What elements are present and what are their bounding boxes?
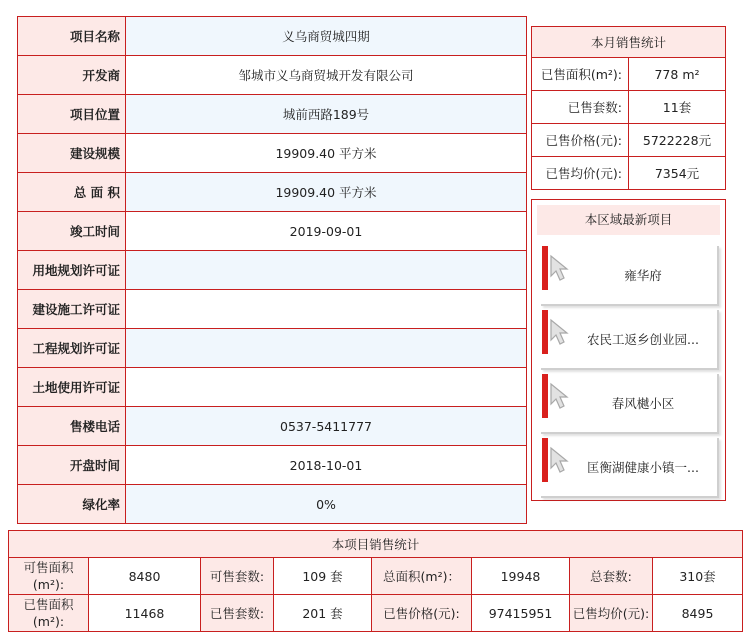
- sold-units-value: 201 套: [274, 595, 372, 632]
- total-units-label: 总套数:: [570, 558, 653, 595]
- info-label: 售楼电话: [18, 407, 126, 446]
- info-row: [18, 446, 527, 485]
- info-label: 用地规划许可证: [18, 251, 126, 290]
- card-marker-icon: [542, 246, 548, 290]
- info-value: 19909.40 平方米: [126, 173, 527, 212]
- info-label: 建设施工许可证: [18, 290, 126, 329]
- available-area-value: 8480: [89, 558, 201, 595]
- total-units-value: 310套: [653, 558, 743, 595]
- new-project-name[interactable]: 雍华府: [624, 268, 662, 283]
- info-label: 建设规模: [18, 134, 126, 173]
- new-project-card[interactable]: [541, 438, 719, 498]
- info-value: [126, 368, 527, 407]
- monthly-sales-table: [531, 26, 726, 190]
- info-row: [18, 407, 527, 446]
- info-label: 项目位置: [18, 95, 126, 134]
- new-project-name[interactable]: 匡衡湖健康小镇一...: [587, 460, 699, 475]
- new-projects-panel: [531, 199, 726, 501]
- sold-avg-price-label: 已售均价(元):: [570, 595, 653, 632]
- info-value: 义乌商贸城四期: [126, 17, 527, 56]
- available-units-label: 可售套数:: [201, 558, 274, 595]
- card-marker-icon: [542, 310, 548, 354]
- new-project-card[interactable]: [541, 310, 719, 370]
- info-value: [126, 251, 527, 290]
- info-row: [18, 329, 527, 368]
- sold-units-label: 已售套数:: [201, 595, 274, 632]
- info-row: [18, 290, 527, 329]
- card-marker-icon: [542, 438, 548, 482]
- info-value: 19909.40 平方米: [126, 134, 527, 173]
- monthly-sold-area-value: 778 m²: [629, 58, 726, 91]
- sold-price-value: 97415951: [472, 595, 570, 632]
- new-project-card[interactable]: [541, 374, 719, 434]
- available-area-label: 可售面积(m²):: [9, 558, 89, 595]
- info-label: 竣工时间: [18, 212, 126, 251]
- card-marker-icon: [542, 374, 548, 418]
- sold-price-label: 已售价格(元):: [372, 595, 472, 632]
- info-row: [18, 95, 527, 134]
- new-project-card[interactable]: [541, 246, 719, 306]
- info-value: 0%: [126, 485, 527, 524]
- info-label: 土地使用许可证: [18, 368, 126, 407]
- info-row: [18, 212, 527, 251]
- new-project-name[interactable]: 春风樾小区: [611, 396, 675, 411]
- info-row: [18, 173, 527, 212]
- info-label: 总 面 积: [18, 173, 126, 212]
- new-projects-title: 本区域最新项目: [537, 205, 720, 235]
- info-row: [18, 56, 527, 95]
- monthly-sold-price-value: 5722228元: [629, 124, 726, 157]
- info-label: 工程规划许可证: [18, 329, 126, 368]
- info-value: 2018-10-01: [126, 446, 527, 485]
- info-value: 2019-09-01: [126, 212, 527, 251]
- info-row: [18, 17, 527, 56]
- info-value: 0537-5411777: [126, 407, 527, 446]
- monthly-sold-price-label: 已售价格(元):: [532, 124, 629, 157]
- info-value: [126, 290, 527, 329]
- info-row: [18, 485, 527, 524]
- monthly-avg-price-label: 已售均价(元):: [532, 157, 629, 190]
- total-area-value: 19948: [472, 558, 570, 595]
- info-value: 邹城市义乌商贸城开发有限公司: [126, 56, 527, 95]
- info-label: 开盘时间: [18, 446, 126, 485]
- info-value: 城前西路189号: [126, 95, 527, 134]
- total-area-label: 总面积(m²)：: [372, 558, 472, 595]
- info-row: [18, 368, 527, 407]
- monthly-sold-units-label: 已售套数:: [532, 91, 629, 124]
- info-row: [18, 251, 527, 290]
- info-value: [126, 329, 527, 368]
- monthly-avg-price-value: 7354元: [629, 157, 726, 190]
- sold-area-label: 已售面积(m²):: [9, 595, 89, 632]
- info-label: 开发商: [18, 56, 126, 95]
- info-label: 项目名称: [18, 17, 126, 56]
- project-info-table: [17, 16, 527, 524]
- new-project-name[interactable]: 农民工返乡创业园...: [587, 332, 699, 347]
- monthly-sold-units-value: 11套: [629, 91, 726, 124]
- available-units-value: 109 套: [274, 558, 372, 595]
- project-sales-title: 本项目销售统计: [9, 531, 743, 558]
- monthly-sales-title: 本月销售统计: [532, 27, 726, 58]
- sold-avg-price-value: 8495: [653, 595, 743, 632]
- info-row: [18, 134, 527, 173]
- monthly-sold-area-label: 已售面积(m²):: [532, 58, 629, 91]
- info-label: 绿化率: [18, 485, 126, 524]
- sold-area-value: 11468: [89, 595, 201, 632]
- project-sales-table: [8, 530, 743, 632]
